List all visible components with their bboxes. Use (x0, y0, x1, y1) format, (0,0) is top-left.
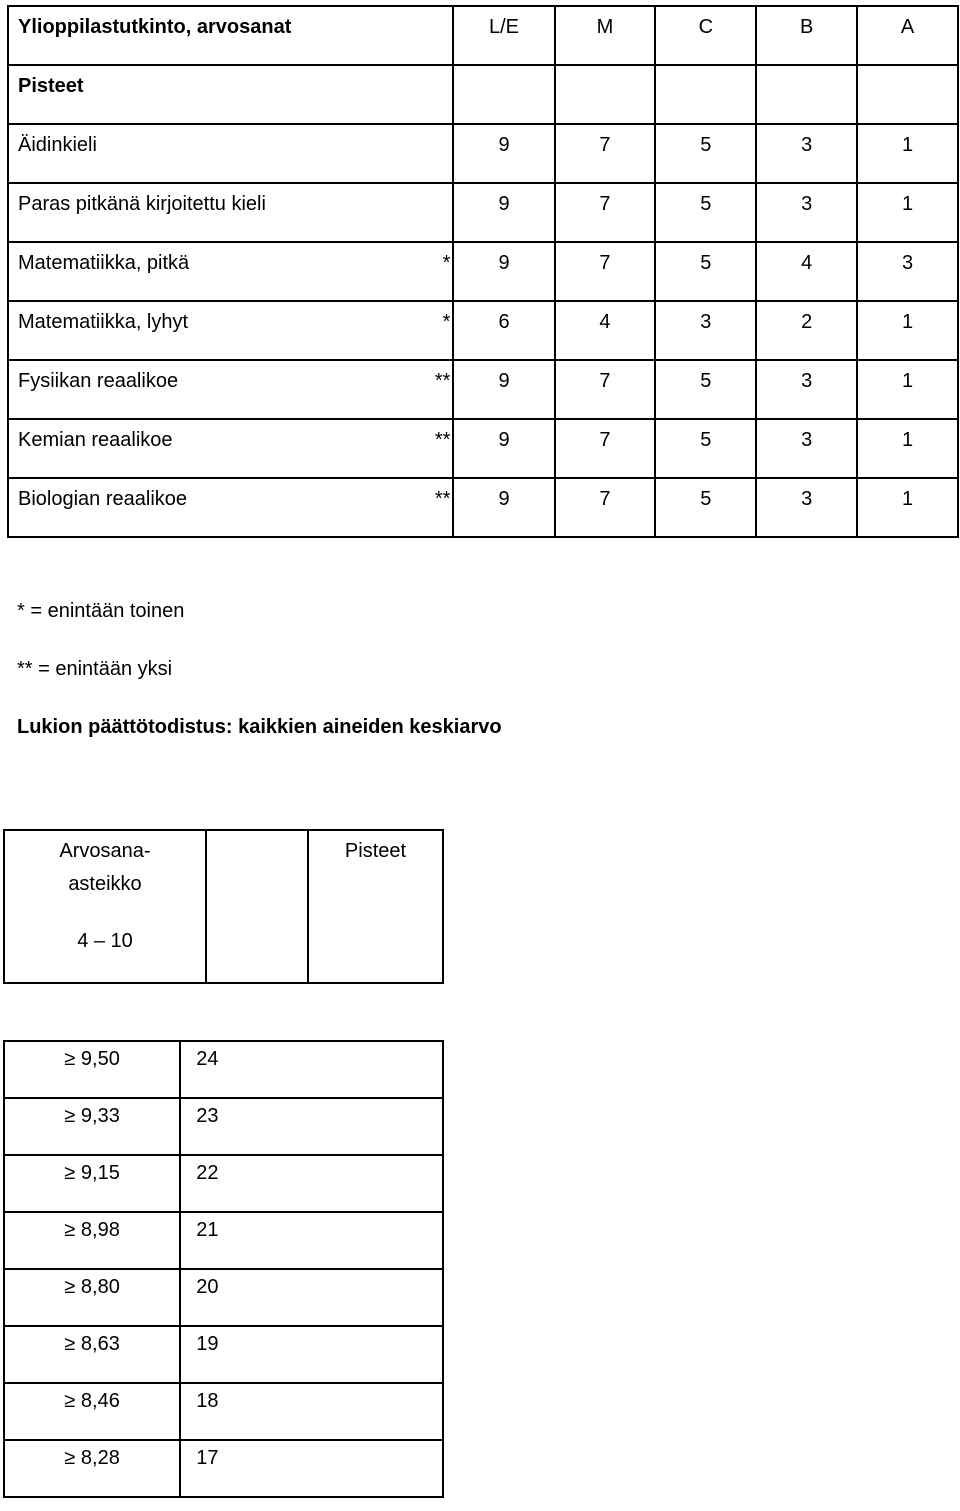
table-row (4, 1440, 443, 1497)
subject-label: Äidinkieli (8, 124, 453, 183)
score-value: 5 (700, 193, 712, 215)
score-value: 7 (599, 134, 611, 156)
threshold-cell: ≥ 9,33 (4, 1098, 180, 1155)
table-row (8, 301, 958, 360)
score-cell (434, 419, 554, 478)
threshold-cell: ≥ 9,50 (4, 1041, 180, 1098)
table-row (4, 1383, 443, 1440)
score-value: 5 (700, 488, 712, 510)
grade-scale-line1: Arvosana- (59, 840, 151, 862)
score-cell (756, 124, 857, 183)
score-value: 6 (498, 311, 510, 333)
points-value: 18 (196, 1390, 219, 1412)
score-value: 3 (801, 193, 813, 215)
points-cell (196, 1212, 443, 1269)
table-row (4, 1326, 443, 1383)
subject-label: Matematiikka, pitkä (8, 242, 453, 301)
limit-mark: ** (434, 488, 451, 510)
threshold-cell: ≥ 8,80 (4, 1269, 180, 1326)
scale-table (3, 1040, 444, 1498)
subject-label: Kemian reaalikoe (8, 419, 453, 478)
score-cell (555, 360, 656, 419)
limit-mark: * (442, 252, 451, 274)
score-cell (555, 301, 656, 360)
table-row (8, 419, 958, 478)
score-cell (756, 360, 857, 419)
threshold-cell: ≥ 8,28 (4, 1440, 180, 1497)
score-cell (655, 183, 756, 242)
table-row (8, 242, 958, 301)
score-cell (756, 419, 857, 478)
score-cell (655, 478, 756, 537)
score-cell (453, 124, 554, 183)
score-cell (857, 419, 958, 478)
score-value: 3 (801, 429, 813, 451)
score-value: 5 (700, 134, 712, 156)
scale-header-table (3, 829, 444, 984)
score-value: 3 (902, 252, 914, 274)
score-value: 1 (902, 193, 914, 215)
points-value: 22 (196, 1162, 219, 1184)
points-cell (196, 1155, 443, 1212)
score-cell (857, 242, 958, 301)
score-cell (756, 301, 857, 360)
score-value: 7 (599, 429, 611, 451)
subject-label: Fysiikan reaalikoe (8, 360, 453, 419)
column-header: B (756, 6, 857, 65)
scale-header-row (4, 830, 443, 983)
points-cell (196, 1326, 443, 1383)
score-value: 3 (801, 488, 813, 510)
score-value: 7 (599, 370, 611, 392)
points-value: 20 (196, 1276, 219, 1298)
score-cell (555, 124, 656, 183)
subject-label: Biologian reaalikoe (8, 478, 453, 537)
grades-title: Ylioppilastutkinto, arvosanat (8, 6, 453, 65)
grades-table (7, 5, 959, 538)
score-value: 4 (599, 311, 611, 333)
score-cell (655, 419, 756, 478)
table-row (8, 124, 958, 183)
score-cell (655, 301, 756, 360)
score-value: 5 (700, 429, 712, 451)
score-value: 7 (599, 252, 611, 274)
score-value: 1 (902, 370, 914, 392)
score-cell (442, 242, 554, 301)
score-value: 1 (902, 311, 914, 333)
score-value: 9 (498, 429, 510, 451)
average-heading: Lukion päättötodistus: kaikkien aineiden keskiarvo (17, 716, 502, 738)
score-value: 9 (498, 488, 510, 510)
grade-scale-line2: asteikko (68, 873, 142, 895)
subject-label: Paras pitkänä kirjoitettu kieli (8, 183, 453, 242)
limit-mark: ** (434, 370, 451, 392)
points-cell (196, 1440, 443, 1497)
table-row (4, 1269, 443, 1326)
subject-label: Matematiikka, lyhyt (8, 301, 453, 360)
limit-mark: * (442, 311, 451, 333)
score-cell (434, 478, 554, 537)
points-cell (196, 1041, 443, 1098)
points-value: 24 (196, 1048, 219, 1070)
points-value: 17 (196, 1447, 219, 1469)
score-value: 9 (498, 134, 510, 156)
column-header: L/E (453, 6, 554, 65)
table-row (4, 1155, 443, 1212)
points-cell (196, 1098, 443, 1155)
points-cell (196, 1269, 443, 1326)
score-value: 4 (801, 252, 813, 274)
grade-scale-header (4, 830, 206, 983)
score-cell (756, 183, 857, 242)
score-value: 9 (498, 193, 510, 215)
score-cell (857, 301, 958, 360)
threshold-cell: ≥ 8,46 (4, 1383, 180, 1440)
points-value: 19 (196, 1333, 219, 1355)
score-value: 5 (700, 370, 712, 392)
score-value: 3 (700, 311, 712, 333)
limit-mark: ** (434, 429, 451, 451)
section-label: Pisteet (8, 65, 453, 124)
grades-header-row (8, 6, 958, 65)
score-value: 7 (599, 193, 611, 215)
score-cell (555, 419, 656, 478)
score-value: 5 (700, 252, 712, 274)
score-cell (453, 183, 554, 242)
score-value: 2 (801, 311, 813, 333)
table-row (8, 183, 958, 242)
note-single-star: * = enintään toinen (17, 600, 185, 622)
score-cell (655, 360, 756, 419)
score-cell (434, 360, 554, 419)
score-value: 7 (599, 488, 611, 510)
threshold-cell: ≥ 9,15 (4, 1155, 180, 1212)
score-cell (555, 242, 656, 301)
score-value: 1 (902, 134, 914, 156)
section-row (8, 65, 958, 124)
score-cell (555, 478, 656, 537)
score-value: 1 (902, 429, 914, 451)
table-row (8, 360, 958, 419)
score-value: 9 (498, 252, 510, 274)
grade-range: 4 – 10 (77, 930, 133, 952)
threshold-cell: ≥ 8,63 (4, 1326, 180, 1383)
column-header: M (555, 6, 656, 65)
score-cell (555, 183, 656, 242)
score-value: 3 (801, 134, 813, 156)
score-cell (857, 124, 958, 183)
score-value: 1 (902, 488, 914, 510)
table-row (4, 1212, 443, 1269)
note-double-star: ** = enintään yksi (17, 658, 173, 680)
score-cell (442, 301, 554, 360)
points-header: Pisteet (308, 830, 443, 983)
column-header: A (857, 6, 958, 65)
table-row (8, 478, 958, 537)
score-cell (857, 478, 958, 537)
score-cell (756, 242, 857, 301)
score-cell (756, 478, 857, 537)
score-cell (857, 183, 958, 242)
score-cell (857, 360, 958, 419)
table-row (4, 1041, 443, 1098)
score-value: 3 (801, 370, 813, 392)
points-cell (196, 1383, 443, 1440)
column-header: C (655, 6, 756, 65)
score-cell (655, 242, 756, 301)
points-value: 21 (196, 1219, 219, 1241)
score-value: 9 (498, 370, 510, 392)
table-row (4, 1098, 443, 1155)
points-value: 23 (196, 1105, 219, 1127)
score-cell (655, 124, 756, 183)
threshold-cell: ≥ 8,98 (4, 1212, 180, 1269)
